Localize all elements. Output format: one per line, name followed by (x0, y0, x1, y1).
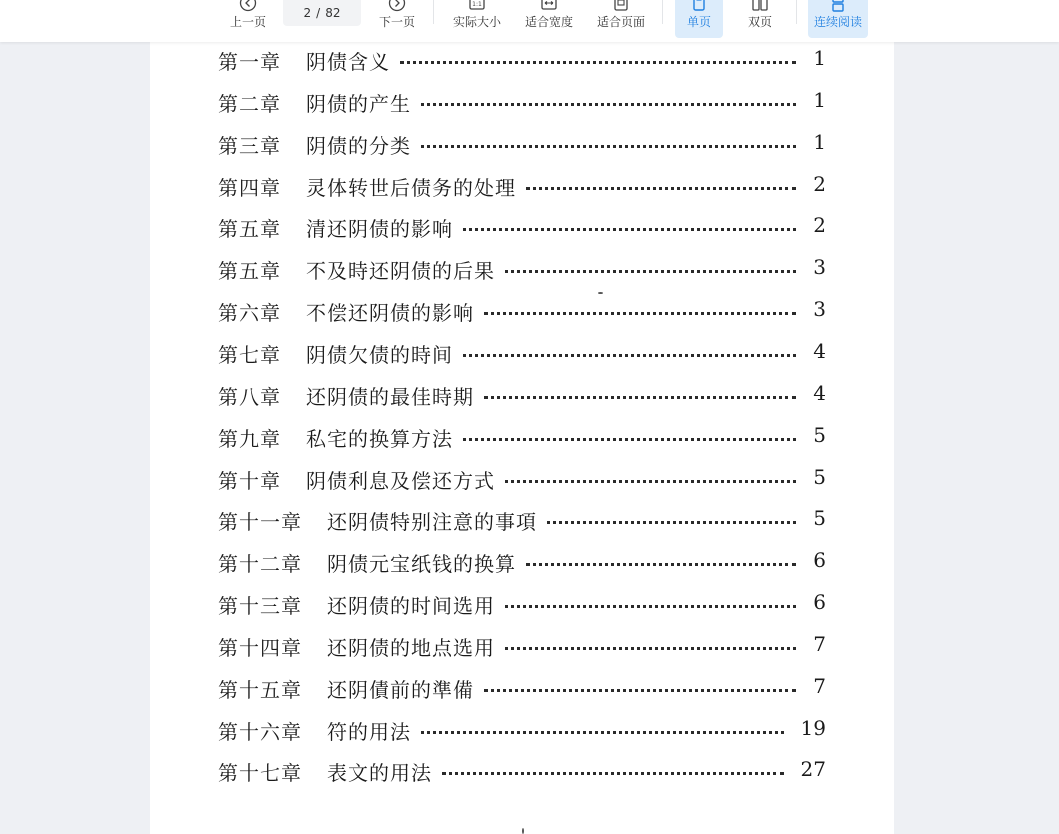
toc-chapter-number: 第六章 (218, 301, 281, 326)
toc-chapter-number: 第十四章 (218, 635, 302, 660)
toc-entry[interactable] (218, 172, 826, 202)
toc-chapter-title: 阴债元宝纸钱的换算 (327, 552, 516, 577)
toc-dot-leader (463, 225, 796, 231)
actual-size-label: 实际大小 (452, 15, 501, 29)
toc-dot-leader (421, 142, 796, 148)
toc-chapter-number: 第二章 (218, 91, 281, 116)
toc-chapter-number: 第十五章 (218, 677, 302, 702)
vertical-scrollbar[interactable] (1052, 42, 1059, 834)
total-pages: 82 (325, 6, 341, 20)
toc-page-number: 5 (813, 506, 826, 531)
toc-entry[interactable] (218, 213, 826, 243)
toc-dot-leader (421, 100, 796, 106)
toc-entry[interactable] (218, 339, 826, 369)
toolbar-divider (662, 0, 663, 24)
toc-page-number: 6 (813, 548, 826, 573)
toc-chapter-number: 第七章 (218, 342, 281, 367)
toc-chapter-title: 还阴债的地点选用 (327, 635, 495, 660)
toc-chapter-title: 阴债欠债的時间 (306, 342, 453, 367)
toc-dot-leader (463, 435, 796, 441)
toc-page-number: 6 (813, 590, 826, 615)
scan-speck (522, 828, 524, 834)
toc-chapter-title: 阴债的产生 (306, 91, 411, 116)
toolbar-divider (433, 0, 434, 24)
toolbar-divider (796, 0, 797, 24)
toc-entry[interactable] (218, 255, 826, 285)
toc-chapter-number: 第十六章 (218, 719, 302, 744)
toc-chapter-title: 私宅的换算方法 (306, 426, 453, 451)
toc-chapter-number: 第十七章 (218, 761, 302, 786)
toc-page-number: 3 (813, 297, 826, 322)
next-page-button[interactable] (378, 0, 416, 38)
toc-chapter-title: 符的用法 (327, 719, 411, 744)
toc-page-number: 1 (813, 129, 826, 154)
toc-entry[interactable] (218, 297, 826, 327)
toc-entry[interactable] (218, 590, 826, 620)
reader-toolbar (0, 0, 1059, 42)
toc-page-number: 4 (813, 338, 826, 363)
fit-page-label: 适合页面 (596, 15, 645, 29)
toc-chapter-number: 第三章 (218, 133, 281, 158)
fit-page-icon (612, 0, 630, 12)
fit-width-label: 适合宽度 (524, 15, 573, 29)
toc-chapter-number: 第五章 (218, 217, 281, 242)
toc-dot-leader (484, 309, 796, 315)
double-page-button[interactable] (736, 0, 784, 38)
toc-page-number: 3 (813, 255, 826, 280)
double-page-label: 双页 (747, 15, 772, 29)
toc-entry[interactable] (218, 548, 826, 578)
prev-page-label: 上一页 (229, 15, 266, 29)
toc-entry[interactable] (218, 46, 826, 76)
toc-chapter-title: 不及時还阴债的后果 (306, 259, 495, 284)
toc-entry[interactable] (218, 757, 826, 787)
toc-page-number: 7 (813, 673, 826, 698)
svg-text:1:1: 1:1 (472, 1, 482, 8)
toc-chapter-title: 还阴债特别注意的事項 (327, 510, 537, 535)
toc-entry[interactable] (218, 381, 826, 411)
continuous-reading-button[interactable] (808, 0, 868, 38)
scan-speck (598, 292, 603, 294)
toc-chapter-number: 第五章 (218, 259, 281, 284)
continuous-reading-label: 连续阅读 (813, 15, 862, 29)
toc-page-number: 1 (813, 46, 826, 70)
toc-chapter-number: 第八章 (218, 384, 281, 409)
toc-entry[interactable] (218, 506, 826, 536)
toc-dot-leader (505, 602, 796, 608)
fit-width-button[interactable] (523, 0, 575, 38)
toc-page-number: 5 (813, 464, 826, 489)
actual-size-icon (468, 0, 486, 12)
document-page (150, 42, 894, 834)
page-separator: / (316, 6, 321, 20)
toc-page-number: 4 (813, 380, 826, 405)
toc-chapter-number: 第一章 (218, 50, 281, 74)
toc-dot-leader (442, 769, 784, 775)
toc-dot-leader (505, 644, 796, 650)
single-page-icon (690, 0, 708, 12)
toc-chapter-title: 不偿还阴债的影响 (306, 301, 474, 326)
toc-dot-leader (400, 58, 796, 64)
toc-entry[interactable] (218, 130, 826, 160)
toc-chapter-title: 还阴债的时间选用 (327, 594, 495, 619)
toc-chapter-title: 阴债的分类 (306, 133, 411, 158)
single-page-button[interactable] (675, 0, 723, 38)
toc-chapter-number: 第四章 (218, 175, 281, 200)
toc-page-number: 7 (813, 631, 826, 656)
toc-entry[interactable] (218, 716, 826, 746)
toc-entry[interactable] (218, 674, 826, 704)
toc-chapter-number: 第十二章 (218, 552, 302, 577)
toc-dot-leader (505, 477, 796, 483)
toc-chapter-number: 第十章 (218, 468, 281, 493)
toc-dot-leader (484, 393, 796, 399)
toc-entry[interactable] (218, 465, 826, 495)
chevron-left-circle-icon (239, 0, 257, 12)
toc-page-number: 1 (813, 87, 826, 112)
toc-dot-leader (505, 267, 796, 273)
fit-page-button[interactable] (595, 0, 647, 38)
toc-dot-leader (421, 728, 784, 734)
toc-page-number: 27 (800, 757, 826, 782)
toc-dot-leader (484, 686, 796, 692)
toc-chapter-title: 还阴债的最佳時期 (306, 384, 474, 409)
actual-size-button[interactable] (451, 0, 503, 38)
next-page-label: 下一页 (378, 15, 415, 29)
toc-page-number: 5 (813, 422, 826, 447)
continuous-reading-icon (829, 0, 847, 12)
toc-chapter-title: 灵体转世后债务的处理 (306, 175, 516, 200)
toc-entry[interactable] (218, 632, 826, 662)
toc-chapter-number: 第十一章 (218, 510, 302, 535)
toc-page-number: 19 (800, 715, 826, 740)
toc-entry[interactable] (218, 423, 826, 453)
toc-dot-leader (463, 351, 796, 357)
page-indicator (283, 0, 361, 26)
toc-chapter-title: 阴债含义 (306, 50, 390, 74)
fit-width-icon (540, 0, 558, 12)
toc-chapter-title: 阴债利息及偿还方式 (306, 468, 495, 493)
toc-chapter-number: 第九章 (218, 426, 281, 451)
toc-dot-leader (547, 518, 796, 524)
current-page-input[interactable]: 2 (303, 6, 312, 20)
toc-dot-leader (526, 560, 796, 566)
toc-chapter-title: 还阴債前的準備 (327, 677, 474, 702)
chevron-right-circle-icon (388, 0, 406, 12)
toc-dot-leader (526, 184, 796, 190)
toc-chapter-title: 表文的用法 (327, 761, 432, 786)
single-page-label: 单页 (686, 15, 711, 29)
toc-chapter-number: 第十三章 (218, 594, 302, 619)
double-page-icon (751, 0, 769, 12)
prev-page-button[interactable] (229, 0, 267, 38)
toc-page-number: 2 (813, 213, 826, 238)
toc-chapter-title: 清还阴债的影响 (306, 217, 453, 242)
toc-page-number: 2 (813, 171, 826, 196)
toc-entry[interactable] (218, 88, 826, 118)
